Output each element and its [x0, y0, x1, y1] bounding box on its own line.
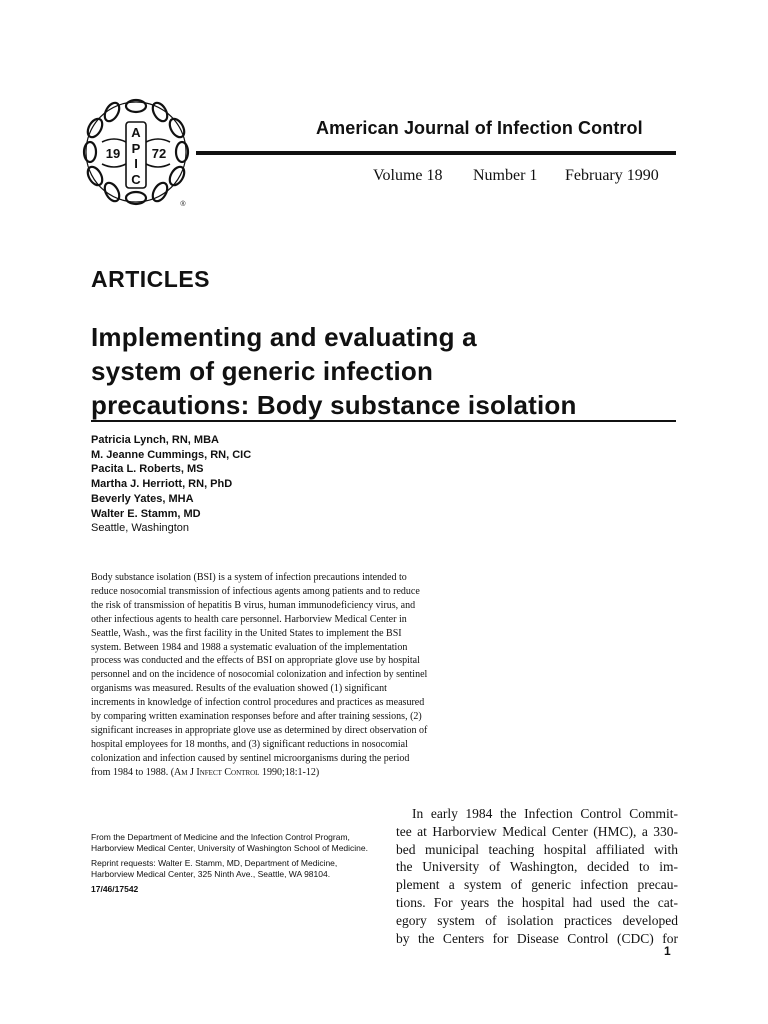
abstract-line: Seattle, Wash., was the first facility in the United States to implement the BSI	[91, 627, 402, 639]
footnote-reprint-requests: Reprint requests: Walter E. Stamm, MD, Department of Medicine, Harborview Medical Center, 325 Ninth Ave., Seattle, WA 98104.	[91, 857, 338, 880]
abstract-line: system. Between 1984 and 1988 a systematic evaluation of the implementation	[91, 641, 408, 653]
issue-line	[373, 167, 659, 185]
body-line: In early 1984 the Infection Control Commit-	[412, 806, 678, 821]
article-title-line: system of generic infection	[91, 356, 434, 386]
article-title-line: Implementing and evaluating a	[91, 322, 477, 352]
issue-volume: Volume 18	[373, 167, 443, 184]
body-line: bed municipal teaching hospital affiliated with	[396, 841, 678, 857]
abstract-line: Body substance isolation (BSI) is a system of infection precautions intended to	[91, 572, 407, 583]
logo-year-left: 19	[105, 146, 121, 161]
logo-letter-a: A	[131, 125, 141, 140]
logo-year-right: 72	[151, 146, 167, 161]
body-text	[396, 805, 678, 947]
footnote-code: 17/46/17542	[91, 883, 139, 894]
logo-letter-c: C	[131, 172, 141, 187]
author-name: Patricia Lynch, RN, MBA	[91, 434, 219, 446]
header-rule	[196, 151, 676, 155]
abstract-line: other infectious agents to health care personnel. Harborview Medical Center in	[91, 613, 407, 625]
issue-number: Number 1	[473, 167, 538, 184]
apic-chain-seal-icon	[80, 96, 192, 208]
abstract-line: hospital employees for 18 months, and (3) significant reductions in nosocomial	[91, 738, 408, 750]
body-line: plement a system of generic infection precau-	[396, 877, 678, 893]
abstract-line: the risk of transmission of hepatitis B virus, human immunodeficiency virus, and	[91, 599, 416, 611]
abstract-line: significant increases in appropriate glove use as determined by direct observation of	[91, 724, 428, 736]
author-name: Martha J. Herriott, RN, PhD	[91, 478, 233, 491]
abstract	[91, 571, 501, 780]
logo-letter-i: I	[134, 156, 138, 171]
abstract-line: colonization and infection caused by sentinel microorganisms during the period	[91, 752, 410, 764]
journal-title: American Journal of Infection Control	[316, 118, 643, 138]
abstract-last-text: from 1984 to 1988. (	[91, 766, 175, 778]
title-rule	[91, 420, 676, 422]
journal-citation-detail: 1990;18:1-12)	[259, 766, 320, 778]
footnote-affiliation: From the Department of Medicine and the Infection Control Program, Harborview Medical Center, University of Washington School of Medicine.	[91, 832, 369, 854]
abstract-last-line	[91, 766, 501, 780]
abstract-line: personnel and on the incidence of nosocomial colonization and infection by sentinel	[91, 669, 428, 681]
logo-letter-p: P	[131, 141, 141, 156]
author-list	[91, 433, 251, 536]
page-number: 1	[664, 944, 671, 958]
body-line: the University of Washington, decided to im-	[396, 859, 678, 875]
body-line: tions. For years the hospital had used the cat-	[396, 894, 678, 910]
apic-logo	[80, 96, 192, 208]
abstract-line: organisms was measured. Results of the evaluation showed (1) significant	[91, 683, 387, 695]
author-name: Beverly Yates, MHA	[91, 492, 194, 505]
abstract-line: increments in knowledge of infection control procedures and practices as measured	[91, 697, 425, 709]
abstract-line: reduce nosocomial transmission of infectious agents among patients and to reduce	[91, 585, 420, 597]
body-line: tee at Harborview Medical Center (HMC), a 330-	[396, 823, 678, 839]
logo-registered-mark: ®	[180, 201, 186, 208]
body-line: egory system of isolation practices developed	[396, 912, 678, 928]
article-title	[91, 320, 691, 422]
abstract-line: by comparing written examination responses before and after training sessions, (2)	[91, 711, 422, 723]
article-title-line: precautions: Body substance isolation	[91, 390, 577, 420]
issue-date: February 1990	[565, 167, 659, 184]
footnote	[91, 832, 376, 898]
author-location: Seattle, Washington	[91, 522, 190, 535]
abstract-line: process was conducted and the effects of BSI on appropriate glove use by hospital	[91, 655, 420, 667]
journal-citation-abbrev: Am J Infect Control	[174, 766, 260, 778]
author-name: Walter E. Stamm, MD	[91, 507, 201, 520]
body-line: by the Centers for Disease Control (CDC) for	[396, 930, 678, 946]
section-heading: ARTICLES	[91, 266, 210, 292]
author-name: M. Jeanne Cummings, RN, CIC	[91, 448, 252, 461]
author-name: Pacita L. Roberts, MS	[91, 463, 204, 476]
